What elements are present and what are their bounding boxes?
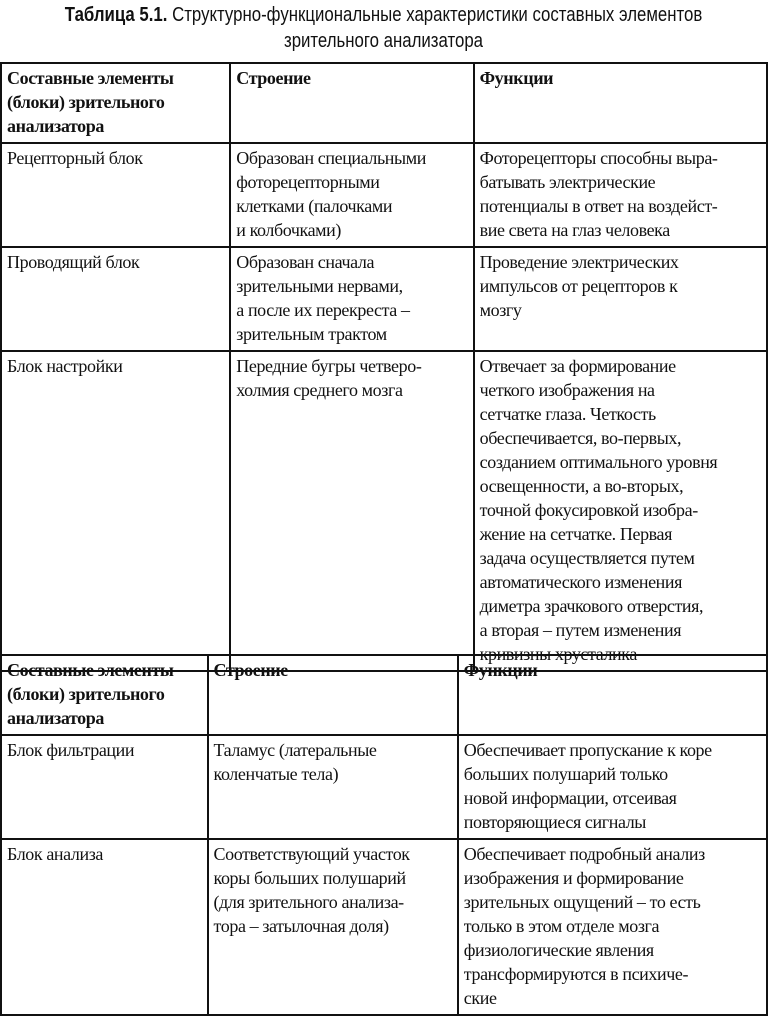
cell-structure: Образован сначала зрительными нервами, а после их перекреста – зрительным трактом [230, 247, 473, 351]
table-number: Таблица 5.1. [65, 4, 168, 26]
header-functions: Функции [458, 655, 767, 735]
table-part-2 [0, 654, 768, 1016]
cell-element: Блок анализа [1, 839, 208, 1015]
header-elements: Составные элементы (блоки) зрительного анализатора [1, 655, 208, 735]
cell-function: Обеспечивает пропускание к коре больших полушарий только новой информации, отсеивая повторяющиеся сигналы [458, 735, 767, 839]
table-caption [0, 2, 768, 54]
table-row [1, 839, 767, 1015]
header-elements: Составные элементы (блоки) зрительного анализатора [1, 63, 230, 143]
table-row [1, 735, 767, 839]
cell-element: Проводящий блок [1, 247, 230, 351]
table-part-1 [0, 62, 768, 672]
header-structure: Строение [230, 63, 473, 143]
caption-text: Структурно-функциональные характеристики составных элементов [172, 4, 703, 26]
table-row [1, 247, 767, 351]
header-functions: Функции [474, 63, 767, 143]
table-row [1, 143, 767, 247]
header-structure: Строение [208, 655, 458, 735]
cell-structure: Таламус (латеральные коленчатые тела) [208, 735, 458, 839]
table-header-row [1, 63, 767, 143]
table-row [1, 351, 767, 671]
table-header-row [1, 655, 767, 735]
cell-function: Обеспечивает подробный анализ изображения и формирование зрительных ощущений – то есть только в этом отделе мозга физиологические явления трансформируются в психиче- ские [458, 839, 767, 1015]
cell-structure: Передние бугры четверо- холмия среднего мозга [230, 351, 473, 671]
cell-element: Блок фильтрации [1, 735, 208, 839]
caption-text-line2: зрительного анализатора [284, 30, 484, 52]
cell-element: Рецепторный блок [1, 143, 230, 247]
cell-element: Блок настройки [1, 351, 230, 671]
cell-function: Отвечает за формирование четкого изображения на сетчатке глаза. Четкость обеспечивается, во-первых, созданием оптимального уровня освещенности, а во-вторых, точной фокусировкой изобра- жение на сетчатке. Первая задача осуществляется путем автоматического изменения диметра зрачкового отверстия, а вторая – путем изменения кривизны хрусталика [474, 351, 767, 671]
cell-function: Проведение электрических импульсов от рецепторов к мозгу [474, 247, 767, 351]
cell-function: Фоторецепторы способны выра- батывать электрические потенциалы в ответ на воздейст- вие света на глаз человека [474, 143, 767, 247]
cell-structure: Образован специальными фоторецепторными клетками (палочками и колбочками) [230, 143, 473, 247]
cell-structure: Соответствующий участок коры больших полушарий (для зрительного анализа- тора – затылочная доля) [208, 839, 458, 1015]
